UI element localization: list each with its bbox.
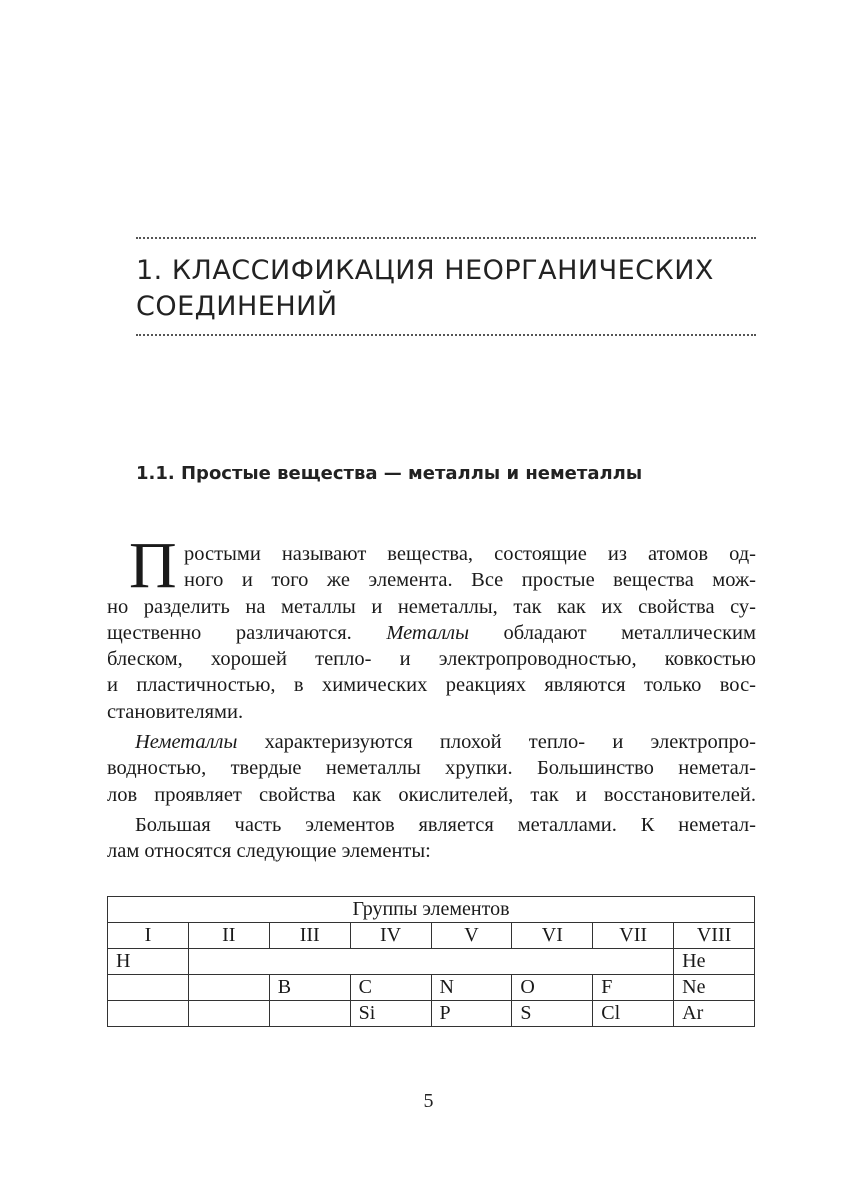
paragraph-1-line-5: блеском, хорошей тепло- и электропроводностью, ковкостью: [107, 648, 756, 671]
paragraph-1-line-4: [107, 620, 756, 646]
table-cell: N: [431, 975, 512, 1001]
table-cell: [269, 1001, 350, 1027]
paragraph-2-line-1: [107, 729, 756, 755]
table-cell: S: [512, 1001, 593, 1027]
table-cell: [108, 975, 189, 1001]
table-row: [108, 949, 755, 975]
body-text: [107, 529, 756, 865]
table-cell: O: [512, 975, 593, 1001]
paragraph-1-line-1: ростыми называют вещества, состоящие из атомов од-: [184, 543, 756, 565]
paragraph-2: [107, 729, 756, 808]
table-row: [108, 975, 755, 1001]
group-header: VI: [512, 923, 593, 949]
paragraph-1-line-7: становителями.: [107, 700, 244, 723]
table-cell: [188, 975, 269, 1001]
table-cell: C: [350, 975, 431, 1001]
group-header: V: [431, 923, 512, 949]
table-cell: H: [108, 949, 189, 975]
table-cell: He: [674, 949, 755, 975]
table-cell-empty-span: [188, 949, 673, 975]
paragraph-1-line-3: но разделить на металлы и неметаллы, так как их свойства су-: [107, 595, 756, 618]
chapter-bottom-rule: [136, 334, 756, 336]
paragraph-2-line-2: водностью, твердые неметаллы хрупки. Большинство немeтал-: [107, 757, 756, 780]
drop-cap: П: [129, 529, 177, 602]
paragraph-1-line-6: и пластичностью, в химических реакциях являются только вос-: [107, 674, 756, 697]
table-cell: Ar: [674, 1001, 755, 1027]
table-cell: [108, 1001, 189, 1027]
table-cell: Si: [350, 1001, 431, 1027]
chapter-title: [136, 253, 776, 325]
paragraph-1: [107, 529, 756, 725]
table-header-row: [108, 923, 755, 949]
group-header: II: [188, 923, 269, 949]
table-caption: Группы элементов: [108, 897, 755, 923]
table-cell: Cl: [593, 1001, 674, 1027]
line-4-pre: щественно различаются.: [107, 621, 387, 644]
group-header: VII: [593, 923, 674, 949]
section-title: 1.1. Простые вещества — металлы и неметаллы: [136, 463, 643, 484]
group-header: I: [108, 923, 189, 949]
paragraph-3-line-2: лам относятся следующие элементы:: [107, 840, 431, 863]
element-groups-table: [107, 896, 755, 1027]
paragraph-3: [107, 812, 756, 865]
table-row: [108, 1001, 755, 1027]
chapter-title-line-2: СОЕДИНЕНИЙ: [136, 291, 338, 322]
table-caption-row: [108, 897, 755, 923]
paragraph-2-line-1-rest: характеризуются плохой тепло- и электропро-: [237, 731, 756, 754]
paragraph-3-line-1: Большая часть элементов является металлами. К немeтал-: [135, 813, 756, 836]
term-metals: Металлы: [386, 621, 469, 644]
chapter-top-rule: [136, 237, 756, 239]
page-number: 5: [423, 1090, 434, 1112]
group-header: IV: [350, 923, 431, 949]
line-4-post: обладают металлическим: [469, 621, 756, 644]
table-cell: P: [431, 1001, 512, 1027]
paragraph-2-line-3: лов проявляет свойства как окислителей, так и восстановителей.: [107, 783, 756, 806]
group-header: III: [269, 923, 350, 949]
table-cell: Ne: [674, 975, 755, 1001]
paragraph-1-line-2: ного и того же элемента. Все простые вещества мож-: [184, 569, 756, 592]
group-header: VIII: [674, 923, 755, 949]
table-cell: F: [593, 975, 674, 1001]
table-cell: B: [269, 975, 350, 1001]
table-cell: [188, 1001, 269, 1027]
term-nonmetals: Неметаллы: [135, 731, 238, 754]
chapter-title-line-1: 1. КЛАССИФИКАЦИЯ НЕОРГАНИЧЕСКИХ: [136, 255, 714, 286]
